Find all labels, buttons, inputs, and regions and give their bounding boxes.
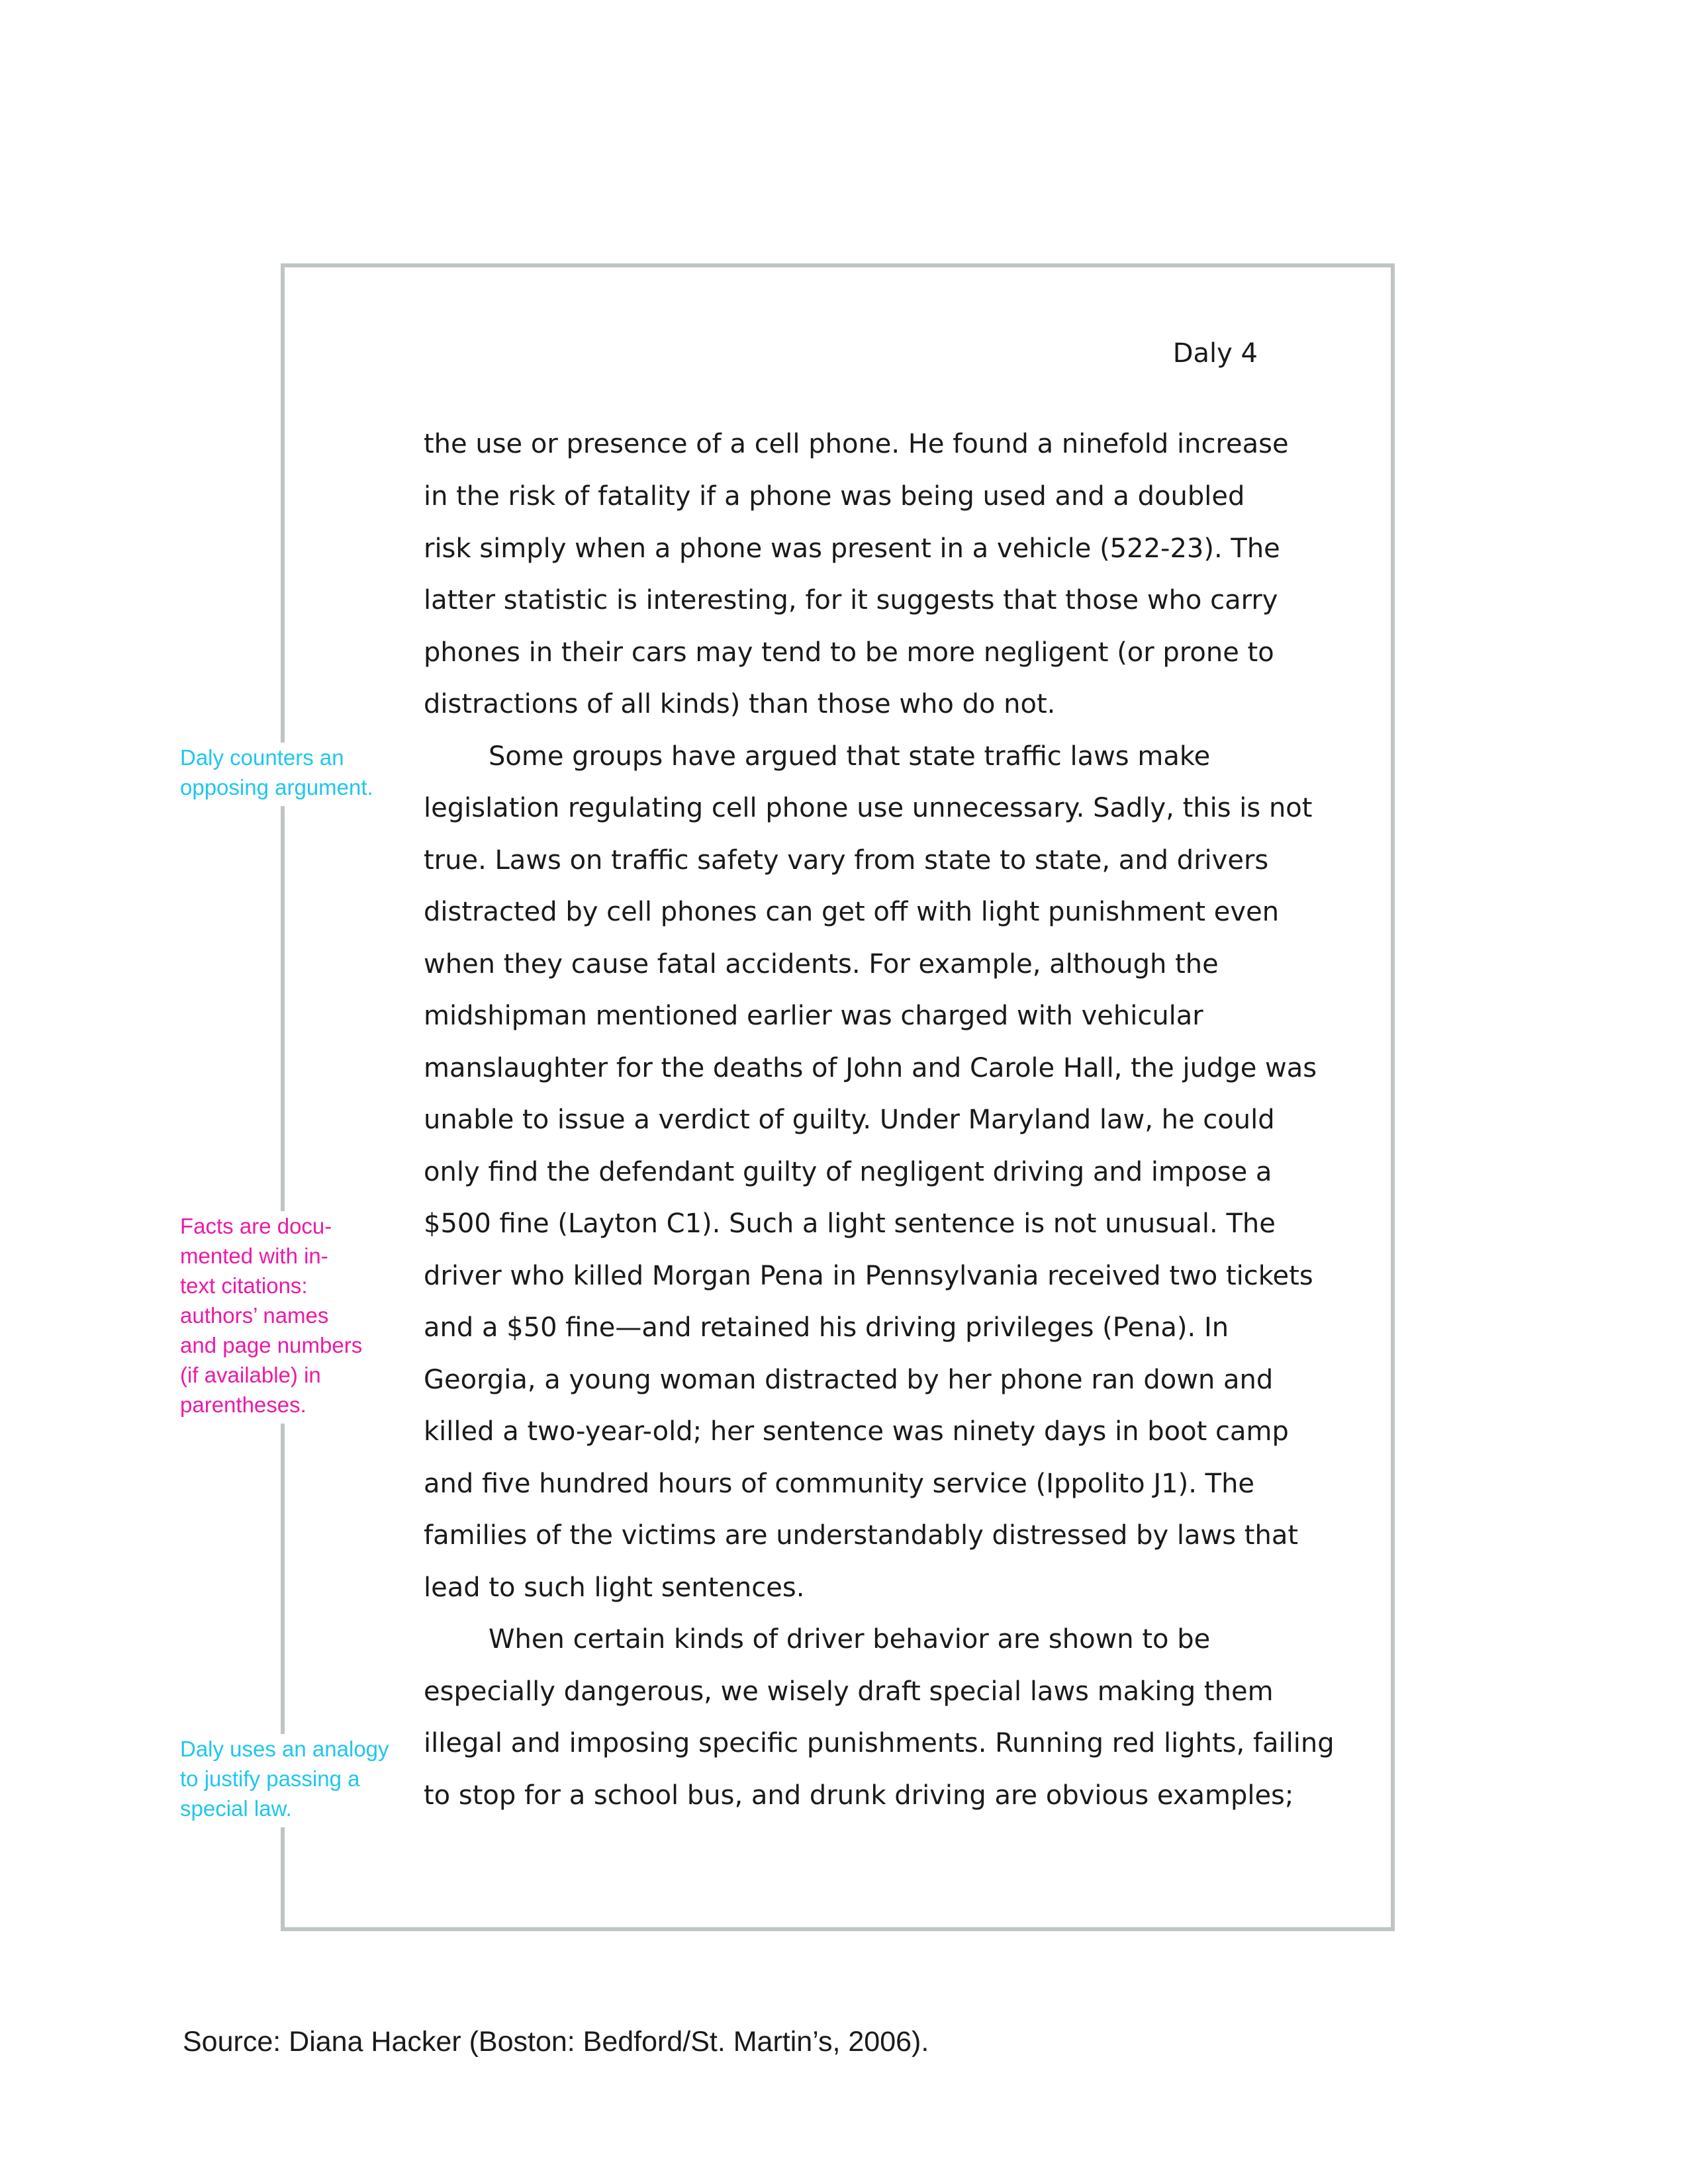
body-line: legislation regulating cell phone use unnecessary. Sadly, this is not — [424, 793, 1313, 823]
body-line: When certain kinds of driver behavior are shown to be — [489, 1624, 1211, 1655]
margin-note-line: parentheses. — [180, 1392, 306, 1417]
body-line: manslaughter for the deaths of John and Carole Hall, the judge was — [424, 1053, 1317, 1083]
margin-note-line: special law. — [180, 1796, 292, 1821]
body-line: risk simply when a phone was present in a vehicle (522-23). The — [424, 533, 1280, 564]
margin-note-analogy — [179, 1734, 399, 1827]
body-line: midshipman mentioned earlier was charged with vehicular — [424, 1001, 1203, 1031]
margin-note-line: Daly uses an analogy — [180, 1737, 389, 1761]
body-line: only find the defendant guilty of negligent driving and impose a — [424, 1157, 1272, 1187]
margin-note-line: text citations: — [180, 1273, 308, 1298]
body-line: driver who killed Morgan Pena in Pennsylvania received two tickets — [424, 1261, 1313, 1291]
body-line: the use or presence of a cell phone. He found a ninefold increase — [424, 429, 1289, 459]
margin-note-line: opposing argument. — [180, 775, 373, 799]
body-line: phones in their cars may tend to be more negligent (or prone to — [424, 637, 1274, 668]
margin-note-line: Facts are docu- — [180, 1214, 332, 1238]
body-line: and a $50 fine—and retained his driving privileges (Pena). In — [424, 1312, 1229, 1343]
margin-note-counter-argument — [179, 743, 399, 806]
body-line: when they cause fatal accidents. For example, although the — [424, 949, 1219, 979]
body-line: and five hundred hours of community service (Ippolito J1). The — [424, 1469, 1255, 1499]
body-line: distractions of all kinds) than those who do not. — [424, 689, 1056, 719]
body-line: illegal and imposing specific punishments. Running red lights, failing — [424, 1728, 1335, 1758]
body-line: Georgia, a young woman distracted by her phone ran down and — [424, 1365, 1274, 1395]
source-credit: Source: Diana Hacker (Boston: Bedford/St. Martin’s, 2006). — [183, 2026, 929, 2058]
margin-note-citations — [179, 1211, 399, 1424]
margin-note-line: Daly counters an — [180, 745, 344, 770]
margin-note-line: mented with in- — [180, 1244, 328, 1268]
body-line: Some groups have argued that state traffic laws make — [489, 741, 1211, 772]
body-line: $500 fine (Layton C1). Such a light sentence is not unusual. The — [424, 1208, 1276, 1239]
body-line: to stop for a school bus, and drunk driving are obvious examples; — [424, 1780, 1294, 1811]
margin-note-line: (if available) in — [180, 1363, 321, 1387]
body-line: in the risk of fatality if a phone was being used and a doubled — [424, 481, 1245, 512]
body-line: especially dangerous, we wisely draft special laws making them — [424, 1676, 1274, 1707]
margin-note-line: to justify passing a — [180, 1766, 360, 1791]
body-line: latter statistic is interesting, for it suggests that those who carry — [424, 585, 1278, 615]
body-line: lead to such light sentences. — [424, 1572, 805, 1603]
body-line: unable to issue a verdict of guilty. Under Maryland law, he could — [424, 1105, 1275, 1135]
body-line: distracted by cell phones can get off with light punishment even — [424, 897, 1280, 927]
margin-note-line: authors’ names — [180, 1303, 329, 1328]
body-line: killed a two-year-old; her sentence was ninety days in boot camp — [424, 1416, 1289, 1447]
body-line: families of the victims are understandably distressed by laws that — [424, 1520, 1299, 1551]
body-line: true. Laws on traffic safety vary from state to state, and drivers — [424, 845, 1269, 876]
margin-note-line: and page numbers — [180, 1333, 363, 1357]
running-head: Daly 4 — [1172, 338, 1258, 369]
